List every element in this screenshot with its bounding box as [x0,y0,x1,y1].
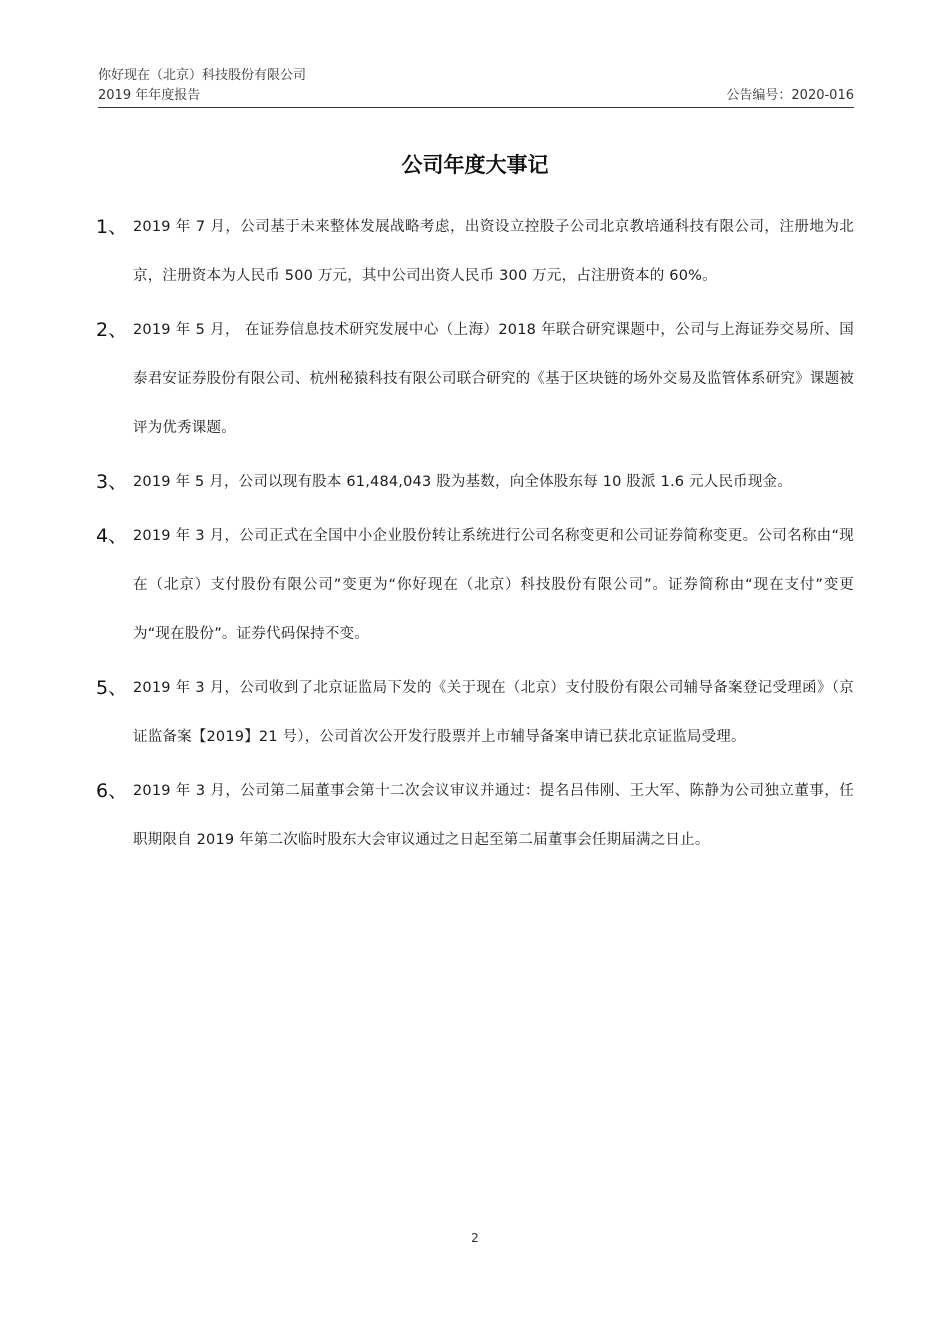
header-divider [98,107,854,108]
page-number: 2 [471,1231,479,1245]
event-number: 4、 [96,525,128,547]
event-text: 2019 年 7 月，公司基于未来整体发展战略考虑，出资设立控股子公司北京教培通科技有限公司，注册地为北京，注册资本为人民币 500 万元，其中公司出资人民币 300 万元，占注册资本的 60%。 [133,219,854,284]
event-text: 2019 年 3 月，公司第二届董事会第十二次会议审议并通过：提名吕伟刚、王大军、陈静为公司独立董事，任职期限自 2019 年第二次临时股东大会审议通过之日起至第二届董事会任期届满之日止。 [133,783,854,848]
page-title: 公司年度大事记 [401,153,549,177]
event-item [96,667,854,765]
event-number: 1、 [96,216,128,238]
event-number: 6、 [96,780,128,802]
event-text: 2019 年 5 月， 在证券信息技术研究发展中心（上海）2018 年联合研究课题中，公司与上海证券交易所、国泰君安证券股份有限公司、杭州秘猿科技有限公司联合研究的《基于区块链的场外交易及监管体系研究》课题被评为优秀课题。 [133,322,854,436]
event-item [96,515,854,662]
header-row [98,86,854,106]
event-number: 3、 [96,471,128,493]
page-header [98,66,854,106]
event-text: 2019 年 3 月，公司收到了北京证监局下发的《关于现在（北京）支付股份有限公司辅导备案登记受理函》（京证监备案【2019】21 号），公司首次公开发行股票并上市辅导备案申请已获北京证监局受理。 [133,680,854,745]
event-item [96,309,854,456]
report-title: 2019 年年度报告 [98,88,201,103]
event-item [96,461,854,510]
event-item [96,206,854,304]
company-name: 你好现在（北京）科技股份有限公司 [98,68,307,83]
event-number: 5、 [96,677,128,699]
event-item [96,770,854,868]
event-text: 2019 年 5 月，公司以现有股本 61,484,043 股为基数，向全体股东每 10 股派 1.6 元人民币现金。 [133,474,792,490]
events-list [96,206,854,873]
announcement-number: 公告编号：2020-016 [726,88,854,103]
event-number: 2、 [96,319,128,341]
event-text: 2019 年 3 月，公司正式在全国中小企业股份转让系统进行公司名称变更和公司证券简称变更。公司名称由“现在（北京）支付股份有限公司”变更为“你好现在（北京）科技股份有限公司”。证券简称由“现在支付”变更为“现在股份”。证券代码保持不变。 [133,528,854,642]
